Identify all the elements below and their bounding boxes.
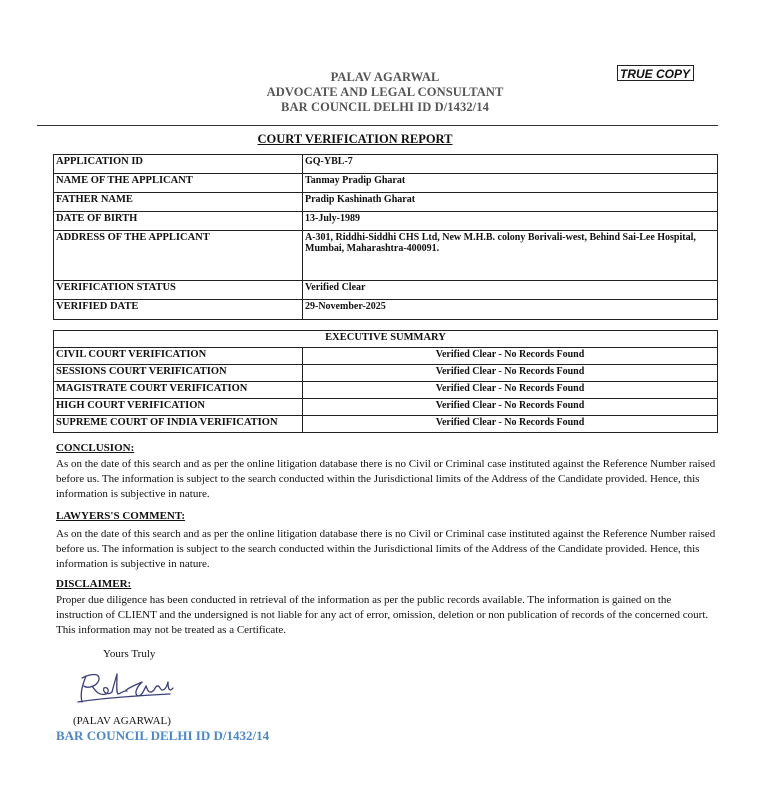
disclaimer-text: Proper due diligence has been conducted in retrieval of the information as per the public records available. The information is gained on the instruction of CLIENT and the undersigned is not liable for any act of error, omission, deletion or non publication of records of the concerned court. This information may not be treated as a Certificate. (56, 594, 709, 636)
handwritten-signature (72, 664, 182, 709)
field-label: ADDRESS OF THE APPLICANT (54, 231, 303, 281)
applicant-details-table (53, 154, 718, 320)
true-copy-stamp: TRUE COPY (617, 65, 694, 81)
court-label: HIGH COURT VERIFICATION (54, 399, 303, 416)
field-value: 13-July-1989 (303, 212, 718, 231)
field-value: Tanmay Pradip Gharat (303, 174, 718, 193)
table-row (54, 331, 718, 348)
signatory-bar-id: BAR COUNCIL DELHI ID D/1432/14 (56, 728, 270, 743)
field-label: FATHER NAME (54, 193, 303, 212)
disclaimer-heading: DISCLAIMER: (56, 578, 132, 590)
lawyers-comment-text: As on the date of this search and as per the online litigation database there is no Civil or Criminal case instituted against the Reference Number raised before us. The information is subject to the search conducted within the Jurisdictional limits of the Address of the Candidate provided. Hence, this information is subjective in nature. (56, 528, 716, 570)
executive-summary-heading: EXECUTIVE SUMMARY (54, 331, 718, 348)
table-row (54, 365, 718, 382)
table-row (54, 174, 718, 193)
table-row (54, 231, 718, 281)
court-result: Verified Clear - No Records Found (303, 365, 718, 382)
conclusion-heading: CONCLUSION: (56, 442, 135, 454)
field-label: VERIFIED DATE (54, 300, 303, 320)
table-row (54, 416, 718, 433)
letterhead-designation: ADVOCATE AND LEGAL CONSULTANT (266, 85, 504, 99)
field-label: APPLICATION ID (54, 155, 303, 174)
table-row (54, 348, 718, 365)
field-value: Pradip Kashinath Gharat (303, 193, 718, 212)
field-label: VERIFICATION STATUS (54, 281, 303, 300)
executive-summary-table (53, 330, 718, 433)
lawyers-comment-heading: LAWYERS'S COMMENT: (56, 510, 186, 522)
court-result: Verified Clear - No Records Found (303, 382, 718, 399)
table-row (54, 399, 718, 416)
letterhead-name: PALAV AGARWAL (330, 70, 440, 84)
letterhead-bar-id: BAR COUNCIL DELHI ID D/1432/14 (281, 100, 489, 114)
court-label: CIVIL COURT VERIFICATION (54, 348, 303, 365)
table-row (54, 382, 718, 399)
table-row (54, 281, 718, 300)
field-label: DATE OF BIRTH (54, 212, 303, 231)
court-result: Verified Clear - No Records Found (303, 399, 718, 416)
table-row (54, 212, 718, 231)
header-divider (37, 125, 718, 126)
court-label: SUPREME COURT OF INDIA VERIFICATION (54, 416, 303, 433)
field-value: A-301, Riddhi-Siddhi CHS Ltd, New M.H.B. colony Borivali-west, Behind Sai-Lee Hospital, Mumbai, Maharashtra-400091. (303, 231, 718, 281)
court-label: SESSIONS COURT VERIFICATION (54, 365, 303, 382)
conclusion-text: As on the date of this search and as per the online litigation database there is no Civil or Criminal case instituted against the Reference Number raised before us. The information is subject to the search conducted within the Jurisdictional limits of the Address of the Candidate provided. Hence, this information is subjective in nature. (56, 458, 716, 500)
signatory-name: (PALAV AGARWAL) (73, 715, 171, 727)
court-result: Verified Clear - No Records Found (303, 348, 718, 365)
table-row (54, 300, 718, 320)
field-value: 29-November-2025 (303, 300, 718, 320)
court-label: MAGISTRATE COURT VERIFICATION (54, 382, 303, 399)
table-row (54, 155, 718, 174)
court-result: Verified Clear - No Records Found (303, 416, 718, 433)
report-title: COURT VERIFICATION REPORT (257, 132, 453, 146)
field-value: Verified Clear (303, 281, 718, 300)
table-row (54, 193, 718, 212)
closing-salutation: Yours Truly (103, 648, 156, 660)
field-label: NAME OF THE APPLICANT (54, 174, 303, 193)
field-value: GQ-YBL-7 (303, 155, 718, 174)
